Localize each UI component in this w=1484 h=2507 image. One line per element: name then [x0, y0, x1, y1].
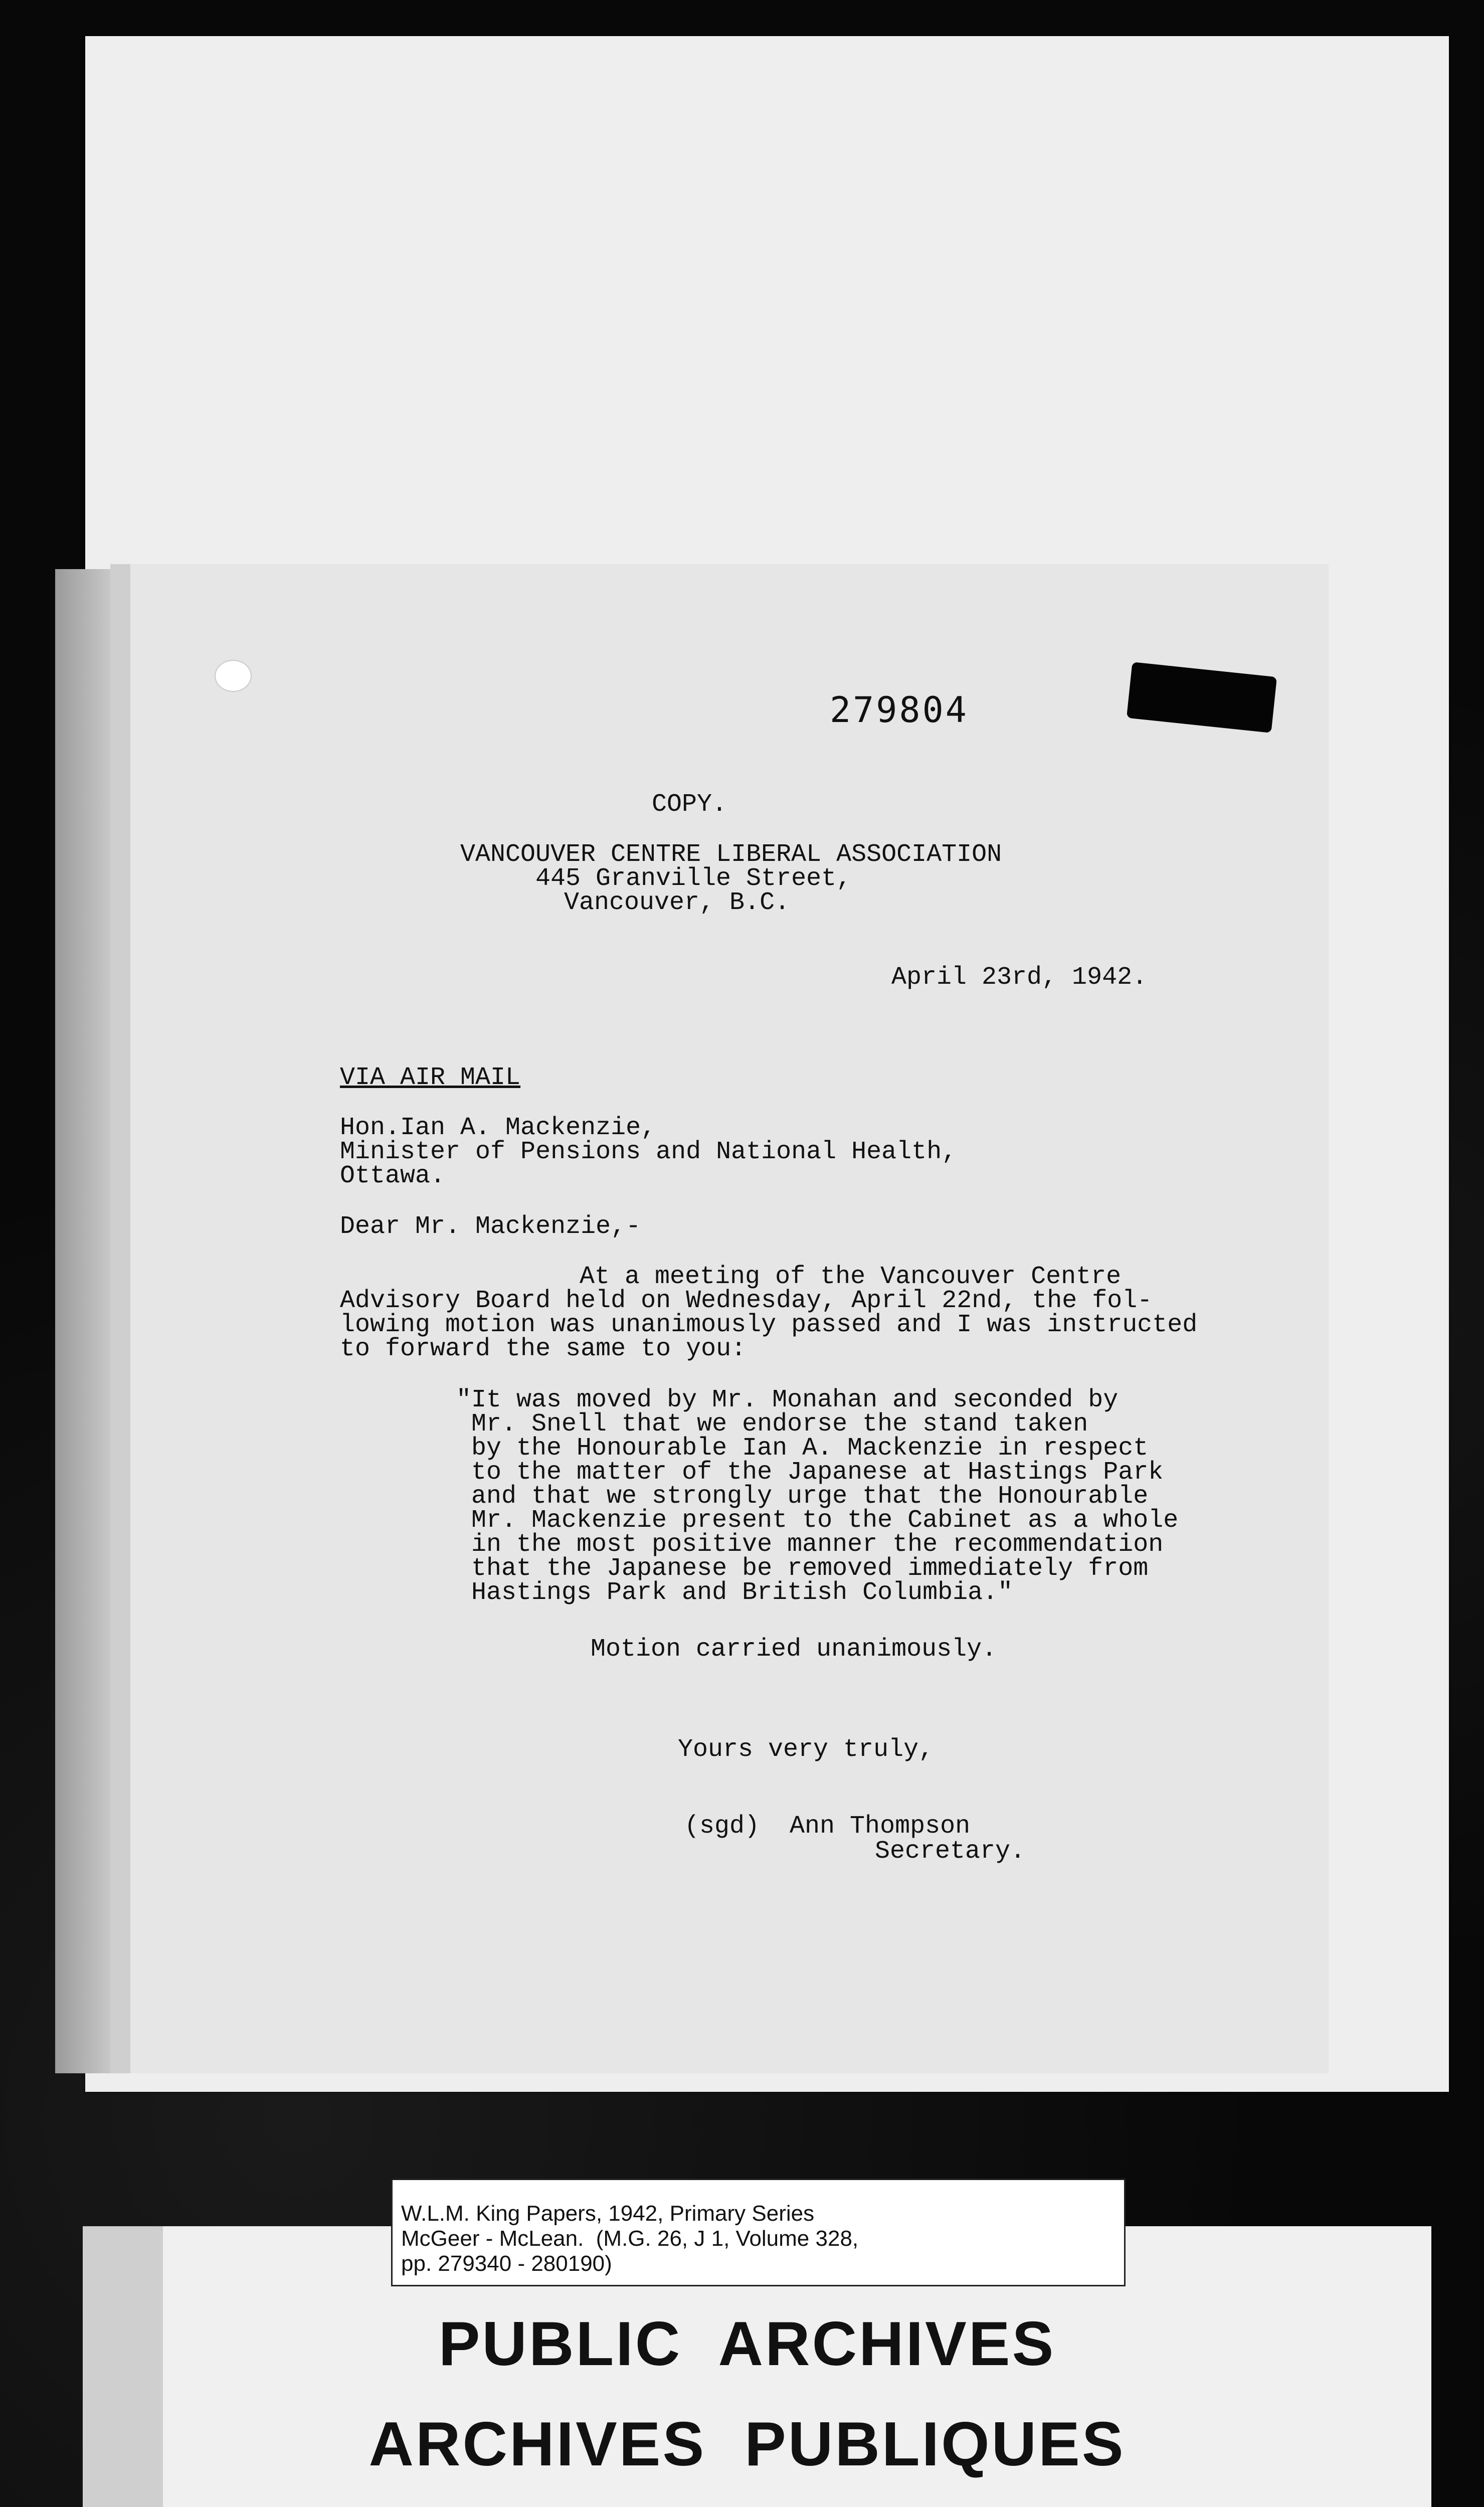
- delivery-method: VIA AIR MAIL: [340, 1063, 521, 1092]
- signature: (sgd) Ann Thompson: [684, 1812, 971, 1841]
- motion-result: Motion carried unanimously.: [591, 1635, 997, 1664]
- intro-line: to forward the same to you:: [340, 1335, 747, 1363]
- closing: Yours very truly,: [678, 1735, 934, 1764]
- signer-title: Secretary.: [875, 1837, 1026, 1866]
- archive-card-edge: [83, 2226, 163, 2507]
- archive-label-line: pp. 279340 - 280190): [401, 2251, 612, 2276]
- archive-title-en: PUBLIC ARCHIVES: [438, 2309, 1056, 2379]
- motion-line: to the matter of the Japanese at Hastings Park: [471, 1458, 1164, 1487]
- letterhead-city: Vancouver, B.C.: [564, 888, 790, 917]
- recipient-line: Minister of Pensions and National Health,: [340, 1138, 957, 1166]
- motion-line: Mr. Snell that we endorse the stand taken: [471, 1410, 1088, 1439]
- motion-line: by the Honourable Ian A. Mackenzie in respect: [471, 1434, 1149, 1463]
- salutation: Dear Mr. Mackenzie,-: [340, 1212, 641, 1241]
- letterhead-org: VANCOUVER CENTRE LIBERAL ASSOCIATION: [460, 840, 1002, 869]
- motion-line: in the most positive manner the recommendation: [471, 1530, 1164, 1559]
- intro-line: At a meeting of the Vancouver Centre: [580, 1263, 1122, 1291]
- motion-line: that the Japanese be removed immediately from: [471, 1554, 1149, 1583]
- letter-date: April 23rd, 1942.: [891, 963, 1148, 992]
- archive-label-line: McGeer - McLean. (M.G. 26, J 1, Volume 328,: [401, 2226, 859, 2251]
- letterhead-street: 445 Granville Street,: [535, 864, 852, 893]
- punch-hole: [216, 661, 251, 691]
- motion-line: Hastings Park and British Columbia.": [471, 1578, 1013, 1607]
- copy-label: COPY.: [652, 790, 727, 819]
- archive-label-line: W.L.M. King Papers, 1942, Primary Series: [401, 2201, 815, 2226]
- document-number: 279804: [830, 689, 969, 731]
- intro-line: lowing motion was unanimously passed and I was instructed: [340, 1311, 1198, 1339]
- motion-line: and that we strongly urge that the Honourable: [471, 1482, 1149, 1511]
- recipient-line: Hon.Ian A. Mackenzie,: [340, 1114, 656, 1142]
- motion-line: "It was moved by Mr. Monahan and seconded by: [456, 1386, 1119, 1414]
- motion-line: Mr. Mackenzie present to the Cabinet as a whole: [471, 1506, 1179, 1535]
- recipient-line: Ottawa.: [340, 1162, 446, 1190]
- archive-title-fr: ARCHIVES PUBLIQUES: [368, 2410, 1126, 2479]
- intro-line: Advisory Board held on Wednesday, April 22nd, the fol-: [340, 1287, 1153, 1315]
